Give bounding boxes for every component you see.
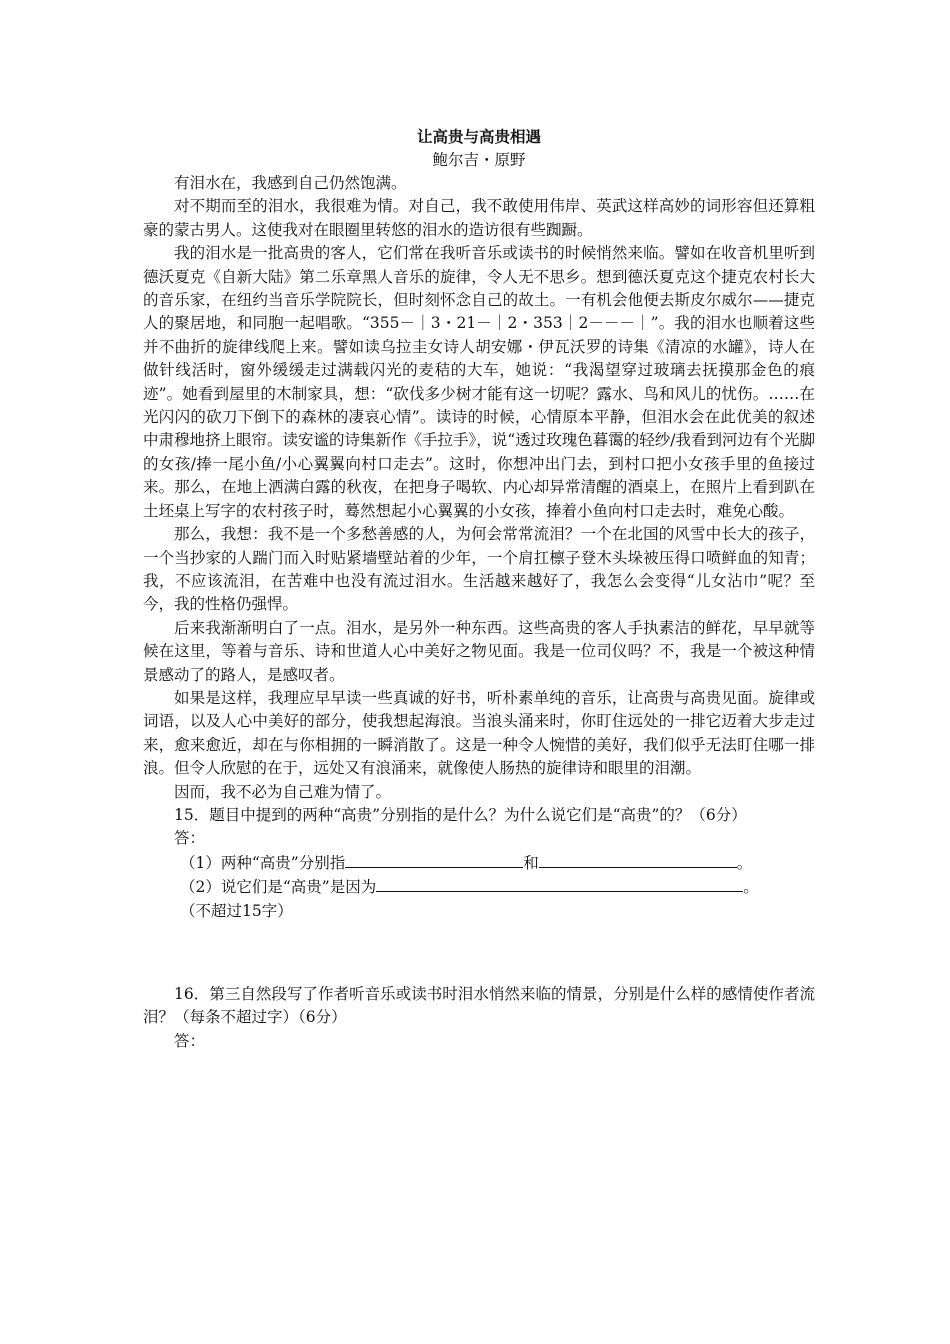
answer-line-1 [143,851,815,875]
answer-line-2 [143,875,815,899]
answer-line-1-prefix: （1）两种“高贵”分别指 [180,853,346,872]
answer-label-15: 答： [174,829,206,848]
answer-line-2-end: 。 [743,878,759,897]
paragraph: 我的泪水是一批高贵的客人，它们常在我听音乐或读书的时候悄然来临。譬如在收音机里听到德沃夏克《自新大陆》第二乐章黑人音乐的旋律，令人无不思乡。想到德沃夏克这个捷克农村长大的音乐家，在纽约当音乐学院院长，但时刻怀念自己的故土。一有机会他便去斯皮尔威尔——捷克人的聚居地，和同胞一起唱歌。“355－｜3・21－｜2・353｜2－－－｜”。我的泪水也顺着这些并不曲折的旋律线爬上来。譬如读乌拉圭女诗人胡安娜・伊瓦沃罗的诗集《清凉的水罐》，诗人在做针线活时，窗外缓缓走过满载闪光的麦秸的大车，她说：“我渴望穿过玻璃去抚摸那金色的痕迹”。她看到屋里的木制家具，想：“砍伐多少树才能有这一切呢？露水、鸟和风儿的忧伤。……在光闪闪的砍刀下倒下的森林的凄哀心情”。读诗的时候，心情原本平静，但泪水会在此优美的叙述中肃穆地挤上眼帘。读安谧的诗集新作《手拉手》，说“透过玫瑰色暮霭的轻纱/我看到河边有个光脚的女孩/捧一尾小鱼/小心翼翼向村口走去”。这时，你想冲出门去，到村口把小女孩手里的鱼接过来。那么，在地上洒满白露的秋夜，在把身子喝软、内心却异常清醒的酒桌上，在照片上看到趴在土坯桌上写字的农村孩子时，蓦然想起小心翼翼的小女孩，捧着小鱼向村口走去时，难免心酸。 [143,244,816,520]
paragraph: 对不期而至的泪水，我很难为情。对自己，我不敢使用伟岸、英武这样高妙的词形容但还算粗豪的蒙古男人。这使我对在眼圈里转悠的泪水的造访很有些踟蹰。 [143,197,815,239]
answer-note: （不超过15字） [180,901,293,920]
answer-line-1-end: 。 [736,853,753,872]
answer-line-1-mid: 和 [523,853,539,872]
question-15: 15．题目中提到的两种“高贵”分别指的是什么？为什么说它们是“高贵”的？（6分） [174,805,747,824]
article-author: 鲍尔吉・原野 [432,151,526,169]
document-content [143,126,815,1053]
answer-label-16: 答： [174,1031,206,1050]
answer-space [143,923,815,983]
paragraph: 有泪水在，我感到自己仍然饱满。 [174,174,407,192]
paragraph: 如果是这样，我理应早早读一些真诚的好书，听朴素单纯的音乐，让高贵与高贵见面。旋律或词语，以及人心中美好的部分，使我想起海浪。当浪头涌来时，你盯住远处的一排它迈着大步走过来，愈来愈近，却在与你相拥的一瞬消散了。这是一种令人惋惜的美好，我们似乎无法盯住哪一排浪。但令人欣慰的在于，远处又有浪涌来，就像使人肠热的旋律诗和眼里的泪潮。 [143,688,815,778]
article-title: 让高贵与高贵相遇 [416,128,541,146]
answer-blank-3[interactable] [376,875,743,892]
paragraph: 那么，我想：我不是一个多愁善感的人，为何会常常流泪？一个在北国的风雪中长大的孩子，一个当抄家的人踹门而入时贴紧墙壁站着的少年，一个肩扛檩子登木头垛被压得口喷鲜血的知青；我，不应该流泪，在苦难中也没有流过泪水。生活越来越好了，我怎么会变得“儿女沾巾”呢？至今，我的性格仍强悍。 [143,525,815,614]
answer-blank-1[interactable] [345,851,523,868]
answer-line-2-prefix: （2）说它们是“高贵”是因为 [180,878,377,897]
paragraph: 后来我渐渐明白了一点。泪水，是另外一种东西。这些高贵的客人手执素洁的鲜花，早早就等候在这里，等着与音乐、诗和世道人心中美好之物见面。我是一位司仪吗？不，我是一个被这种情景感动了的路人，是感叹者。 [143,618,815,684]
answer-blank-2[interactable] [539,851,737,868]
paragraph: 因而，我不必为自己难为情了。 [174,782,392,801]
question-16: 16．第三自然段写了作者听音乐或读书时泪水悄然来临的情景，分别是什么样的感情使作者流泪？（每条不超过字）（6分） [143,985,815,1027]
